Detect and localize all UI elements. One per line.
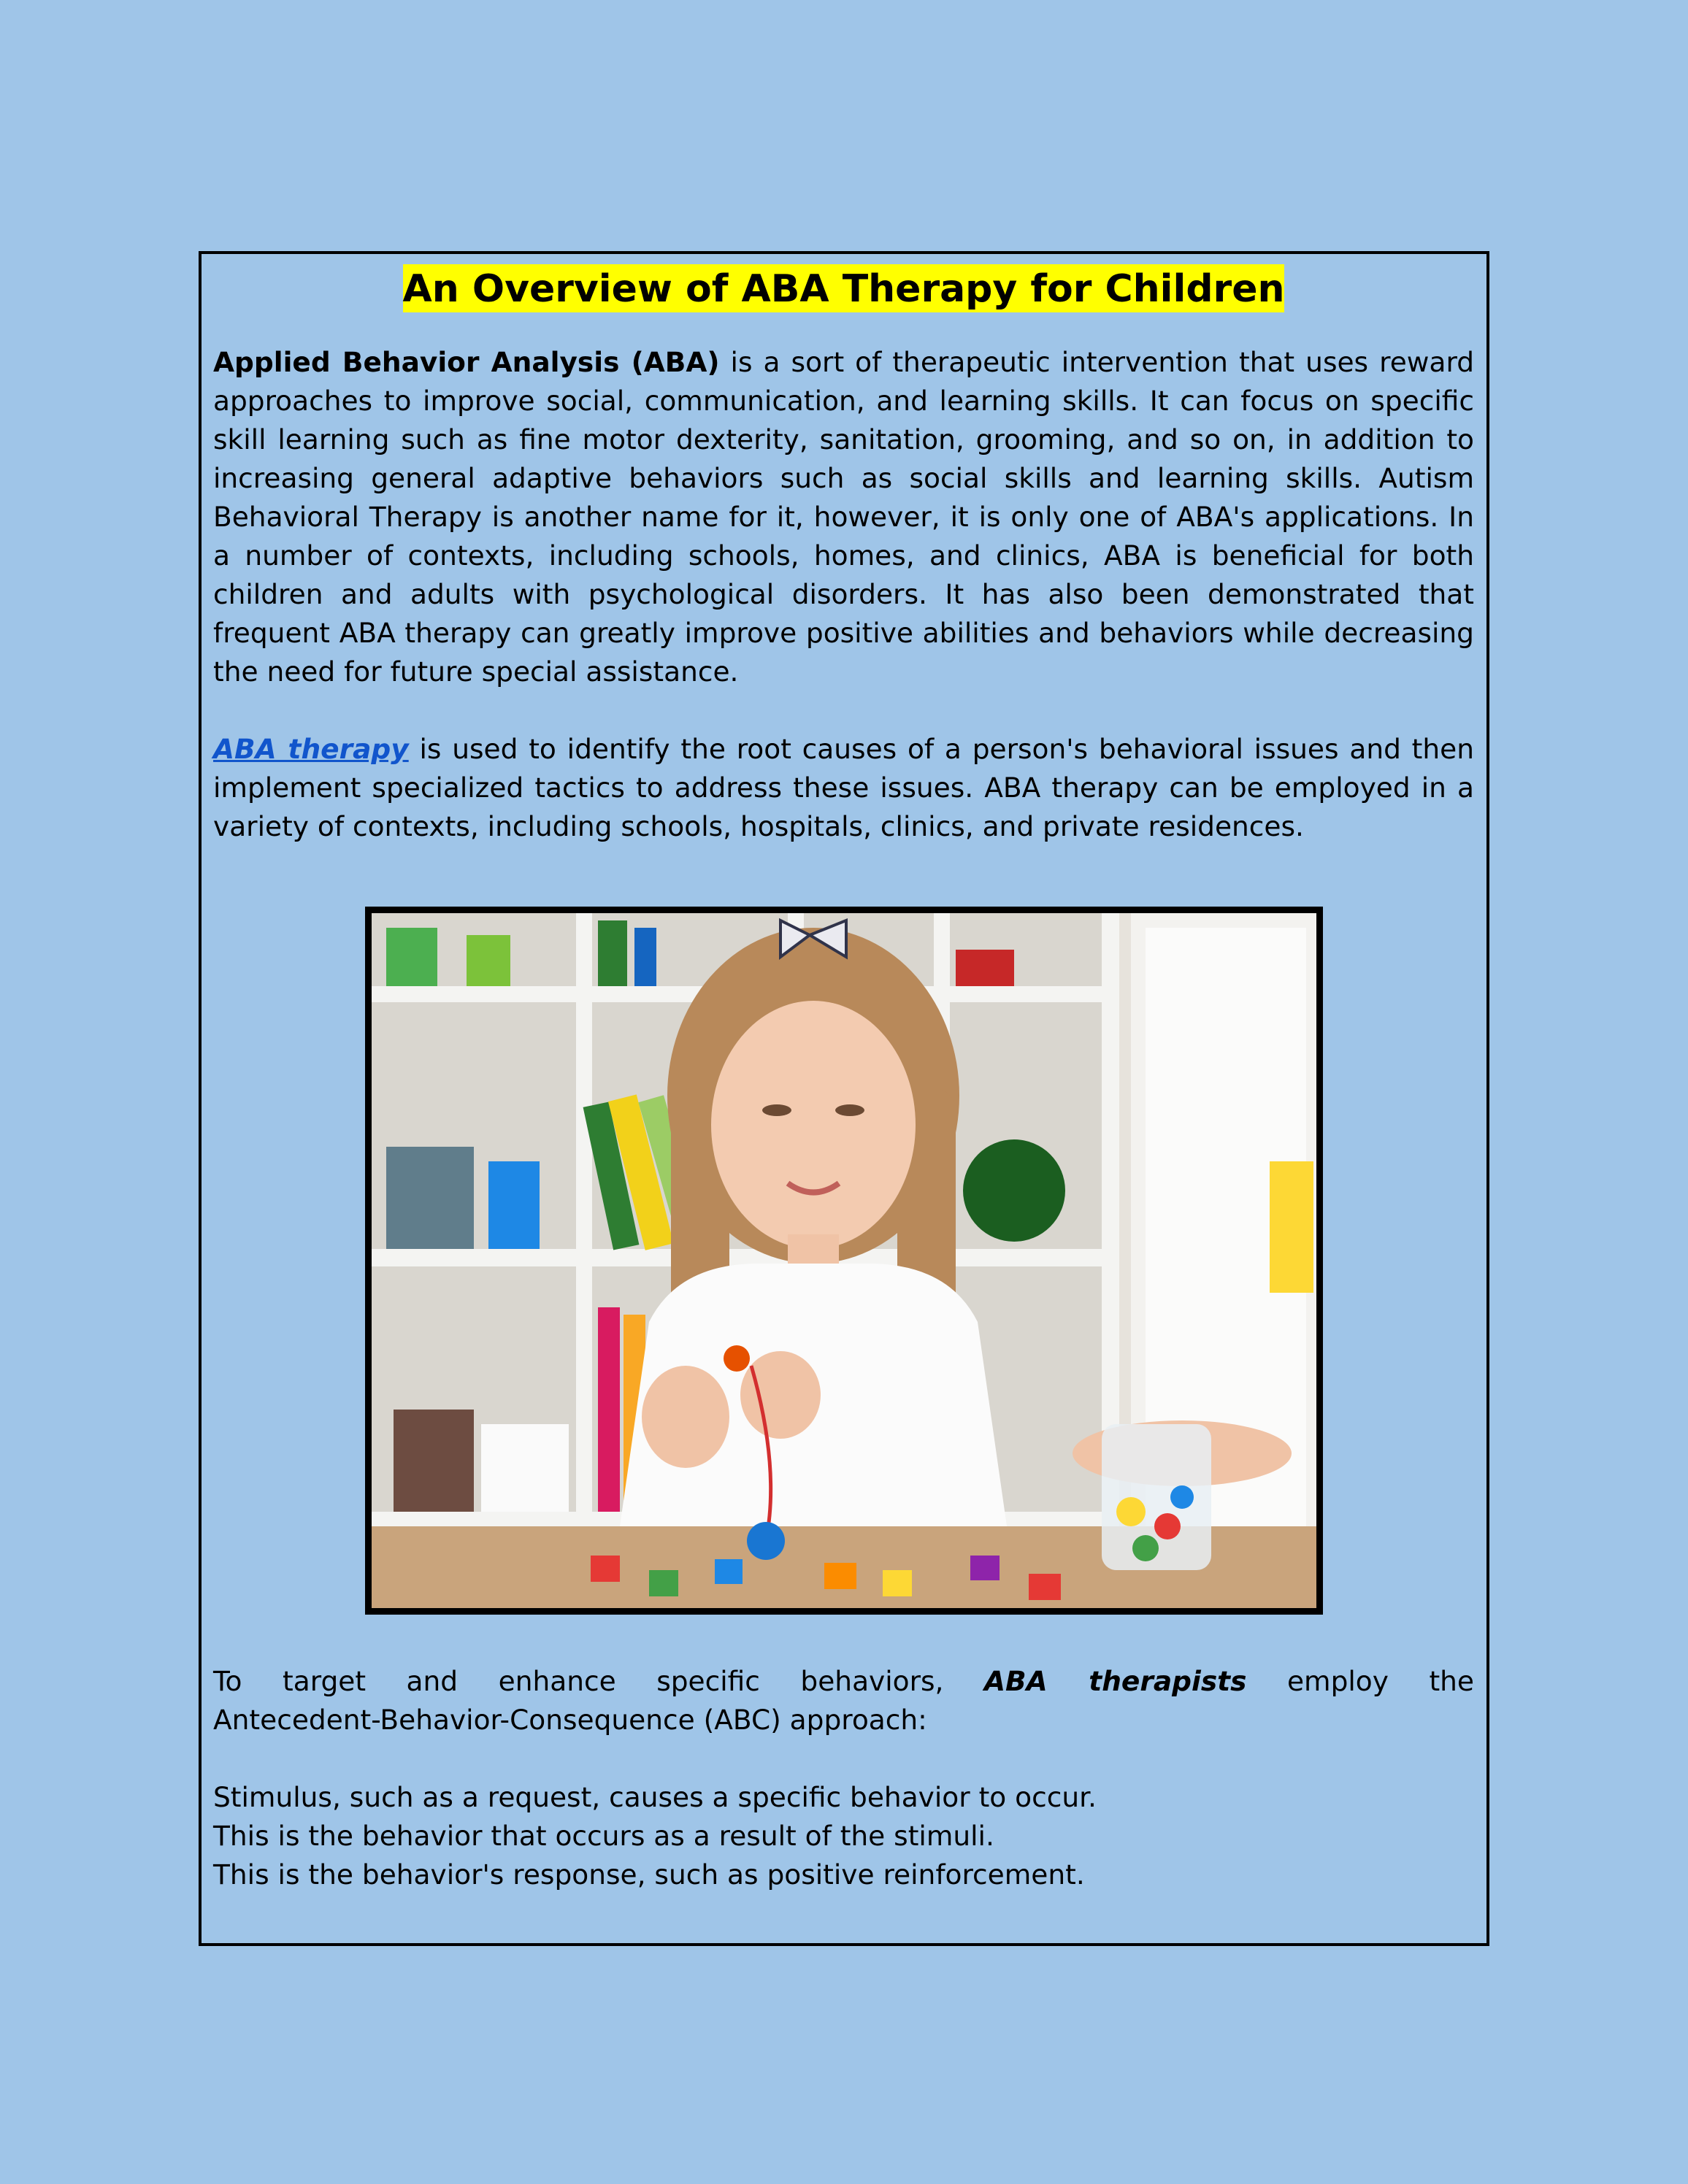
child-playing-photo (365, 907, 1323, 1615)
second-paragraph (213, 730, 1474, 846)
list-item: This is the behavior that occurs as a result of the stimuli. (213, 1820, 994, 1852)
intro-paragraph (213, 343, 1474, 691)
second-text: is used to identify the root causes of a person's behavioral issues and then implement specialized tactics to address these issues. ABA therapy can be employed in a variety of contexts, including schools, hospitals, clinics, and private residences. (213, 733, 1474, 842)
abc-list (213, 1778, 1474, 1894)
abc-intro-paragraph (213, 1662, 1474, 1739)
intro-text: is a sort of therapeutic intervention that uses reward approaches to improve social, communication, and learning skills. It can focus on specific skill learning such as fine motor dexterity, sanitation, grooming, and so on, in addition to increasing general adaptive behaviors such as social skills and learning skills. Autism Behavioral Therapy is another name for it, however, it is only one of ABA's applications. In a number of contexts, including schools, homes, and clinics, ABA is beneficial for both children and adults with psychological disorders. It has also been demonstrated that frequent ABA therapy can greatly improve positive abilities and behaviors while decreasing the need for future special assistance. (213, 346, 1474, 688)
document-body (213, 264, 1474, 846)
title-wrap (213, 264, 1474, 326)
abc-intro-post: employ the (1286, 1665, 1474, 1697)
page-title: An Overview of ABA Therapy for Children (403, 264, 1285, 312)
abc-section (213, 1662, 1474, 1894)
abc-intro-line2: Antecedent-Behavior-Consequence (ABC) approach: (213, 1704, 927, 1736)
abc-intro-emphasis: ABA therapists (984, 1665, 1247, 1697)
list-item: Stimulus, such as a request, causes a specific behavior to occur. (213, 1781, 1097, 1813)
intro-bold-lead: Applied Behavior Analysis (ABA) (213, 346, 720, 378)
aba-therapy-link[interactable]: ABA therapy (213, 733, 409, 765)
abc-intro-pre: To target and enhance specific behaviors, (213, 1665, 944, 1697)
abc-intro-line1 (213, 1662, 1474, 1701)
list-item: This is the behavior's response, such as positive reinforcement. (213, 1858, 1085, 1891)
